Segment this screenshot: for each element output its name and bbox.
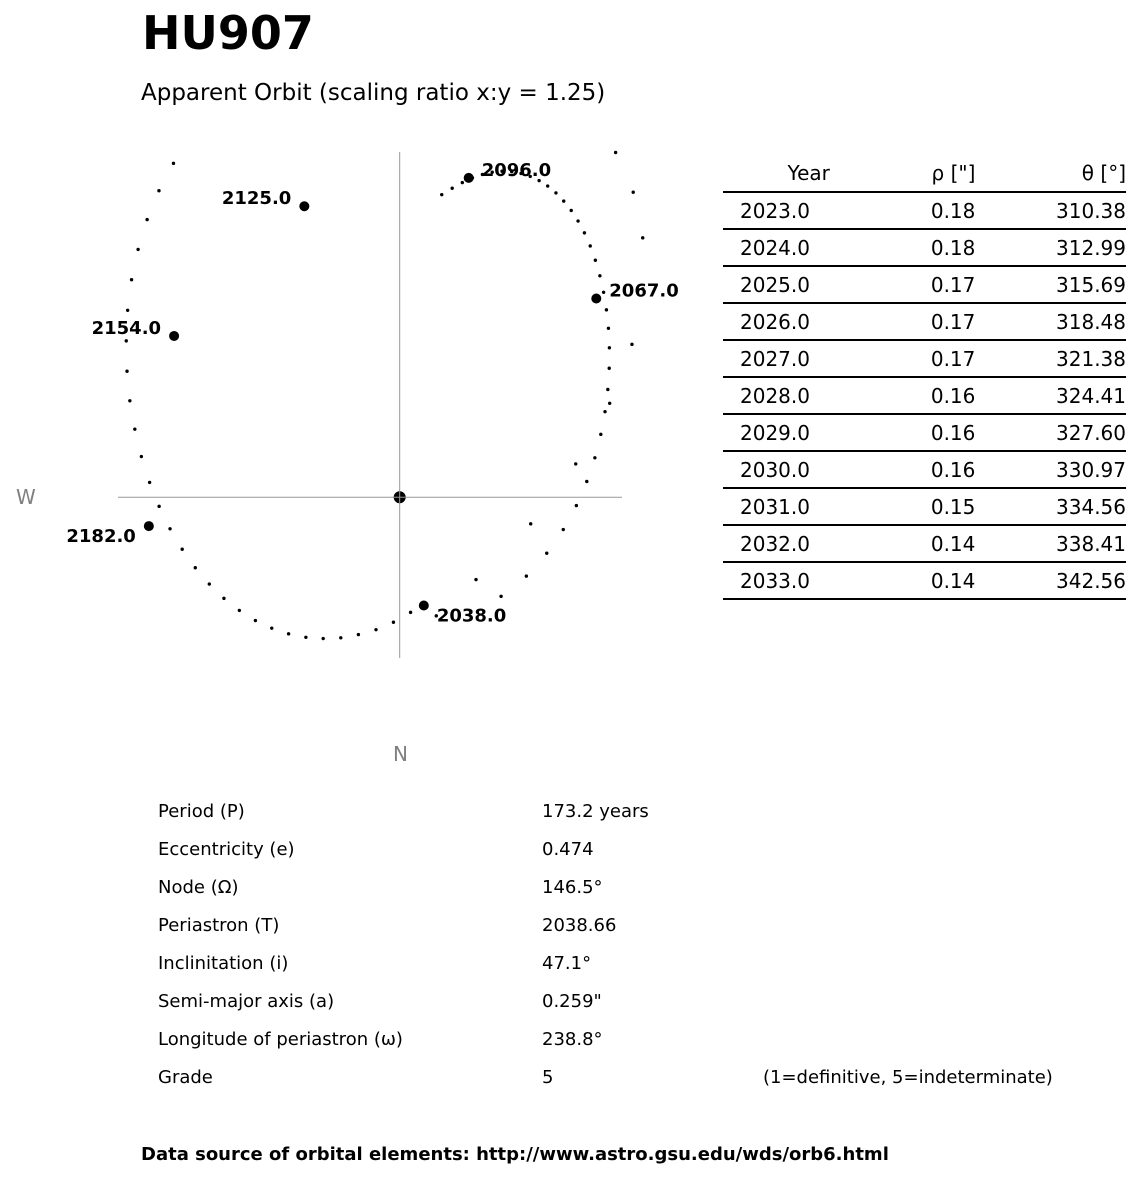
col-header-year: Year — [723, 155, 830, 192]
orbit-point — [562, 199, 565, 202]
orbit-point — [607, 327, 610, 330]
orbit-point — [140, 455, 143, 458]
orbit-point — [614, 151, 617, 154]
orbit-point — [157, 189, 160, 192]
orbit-point — [254, 619, 257, 622]
orbit-point — [392, 621, 395, 624]
element-value: 173.2 years — [542, 801, 649, 822]
element-label: Longitude of periastron (ω) — [158, 1029, 403, 1050]
orbit-point — [208, 582, 211, 585]
table-row — [723, 192, 1126, 229]
table-row — [723, 377, 1126, 414]
orbit-point — [599, 433, 602, 436]
epoch-label: 2067.0 — [609, 280, 679, 302]
element-value: 146.5° — [542, 877, 603, 898]
orbit-point — [641, 236, 644, 239]
orbit-point — [602, 291, 605, 294]
element-label: Period (P) — [158, 801, 245, 822]
cell-rho: 0.17 — [830, 340, 975, 377]
orbit-point — [525, 574, 528, 577]
element-label: Grade — [158, 1067, 213, 1088]
orbit-point — [461, 181, 464, 184]
epoch-label: 2154.0 — [91, 317, 162, 339]
orbit-point — [125, 339, 128, 342]
cell-year: 2028.0 — [723, 377, 830, 414]
chart-title: HU907 — [142, 6, 314, 60]
orbit-point — [606, 388, 609, 391]
col-header-theta: θ [°] — [975, 155, 1126, 192]
orbit-point — [125, 370, 128, 373]
cell-rho: 0.16 — [830, 414, 975, 451]
cell-year: 2029.0 — [723, 414, 830, 451]
element-value: 0.259" — [542, 991, 602, 1012]
table-row — [723, 562, 1126, 599]
orbit-point — [594, 259, 597, 262]
orbit-point — [605, 308, 608, 311]
table-row — [723, 229, 1126, 266]
compass-west-label: W — [16, 485, 36, 509]
cell-theta: 342.56 — [975, 562, 1126, 599]
orbit-point — [608, 402, 611, 405]
table-row — [723, 451, 1126, 488]
orbit-point — [157, 505, 160, 508]
cell-year: 2024.0 — [723, 229, 830, 266]
orbit-point — [374, 628, 377, 631]
element-value: 2038.66 — [542, 915, 617, 936]
orbit-point — [576, 219, 579, 222]
cell-rho: 0.14 — [830, 525, 975, 562]
cell-rho: 0.17 — [830, 303, 975, 340]
epoch-marker — [419, 600, 429, 610]
orbit-point — [440, 193, 443, 196]
ephemeris-table — [723, 155, 1126, 600]
orbit-point — [130, 278, 133, 281]
orbit-point — [554, 191, 557, 194]
element-label: Periastron (T) — [158, 915, 280, 936]
element-value: 47.1° — [542, 953, 592, 974]
cell-rho: 0.15 — [830, 488, 975, 525]
cell-year: 2030.0 — [723, 451, 830, 488]
orbit-point — [608, 346, 611, 349]
cell-theta: 318.48 — [975, 303, 1126, 340]
cell-theta: 338.41 — [975, 525, 1126, 562]
cell-rho: 0.16 — [830, 377, 975, 414]
orbit-point — [583, 231, 586, 234]
element-value: 238.8° — [542, 1029, 603, 1050]
orbit-point — [168, 527, 171, 530]
element-label: Inclinitation (i) — [158, 953, 289, 974]
orbit-point — [172, 162, 175, 165]
element-value: 0.474 — [542, 839, 594, 860]
orbit-point — [632, 190, 635, 193]
orbit-point — [133, 427, 136, 430]
table-row — [723, 488, 1126, 525]
cell-year: 2027.0 — [723, 340, 830, 377]
table-row — [723, 525, 1126, 562]
cell-year: 2031.0 — [723, 488, 830, 525]
epoch-marker — [464, 173, 474, 183]
orbit-dots — [125, 140, 645, 640]
cell-theta: 321.38 — [975, 340, 1126, 377]
orbit-point — [339, 636, 342, 639]
orbit-point — [357, 633, 360, 636]
orbit-point — [194, 566, 197, 569]
orbit-point — [145, 218, 148, 221]
epoch-marker — [169, 331, 179, 341]
cell-theta: 315.69 — [975, 266, 1126, 303]
orbit-point — [126, 309, 129, 312]
epoch-marker — [299, 201, 309, 211]
epoch-label: 2182.0 — [66, 526, 136, 548]
element-note: (1=definitive, 5=indeterminate) — [763, 1067, 1053, 1088]
orbit-point — [409, 611, 412, 614]
cell-year: 2033.0 — [723, 562, 830, 599]
table-row — [723, 340, 1126, 377]
orbit-point — [608, 367, 611, 370]
orbit-point — [136, 248, 139, 251]
orbit-point — [148, 481, 151, 484]
cell-year: 2032.0 — [723, 525, 830, 562]
orbit-point — [222, 597, 225, 600]
epoch-label: 2125.0 — [221, 188, 292, 210]
cell-theta: 330.97 — [975, 451, 1126, 488]
element-label: Semi-major axis (a) — [158, 991, 335, 1012]
orbit-point — [474, 578, 477, 581]
compass-north-label: N — [393, 742, 408, 766]
orbit-point — [270, 626, 273, 629]
orbit-point — [574, 462, 577, 465]
orbit-point — [128, 399, 131, 402]
cell-theta: 312.99 — [975, 229, 1126, 266]
orbit-plot — [0, 140, 720, 680]
cell-theta: 334.56 — [975, 488, 1126, 525]
orbit-point — [598, 274, 601, 277]
orbit-point — [630, 343, 633, 346]
orbit-point — [593, 456, 596, 459]
orbit-point — [304, 636, 307, 639]
orbit-point — [238, 609, 241, 612]
table-header-row — [723, 155, 1126, 192]
cell-theta: 327.60 — [975, 414, 1126, 451]
orbit-point — [575, 504, 578, 507]
cell-rho: 0.14 — [830, 562, 975, 599]
orbit-point — [529, 522, 532, 525]
cell-theta: 310.38 — [975, 192, 1126, 229]
orbit-point — [499, 595, 502, 598]
orbit-point — [562, 528, 565, 531]
table-row — [723, 266, 1126, 303]
col-header-rho: ρ ["] — [830, 155, 975, 192]
epoch-label: 2038.0 — [436, 605, 507, 627]
orbit-point — [603, 410, 606, 413]
orbit-point — [321, 637, 324, 640]
orbit-point — [450, 187, 453, 190]
cell-rho: 0.17 — [830, 266, 975, 303]
orbit-point — [570, 209, 573, 212]
orbit-point — [180, 548, 183, 551]
element-label: Node (Ω) — [158, 877, 239, 898]
element-label: Eccentricity (e) — [158, 839, 295, 860]
cell-year: 2026.0 — [723, 303, 830, 340]
orbit-point — [546, 184, 549, 187]
epoch-marker — [144, 521, 154, 531]
table-row — [723, 414, 1126, 451]
epoch-label: 2096.0 — [481, 159, 552, 181]
primary-star-marker — [394, 491, 406, 503]
cell-rho: 0.18 — [830, 192, 975, 229]
data-source-note: Data source of orbital elements: http://www.astro.gsu.edu/wds/orb6.html — [141, 1144, 889, 1165]
orbit-point — [585, 480, 588, 483]
epoch-labels — [66, 160, 678, 627]
chart-subtitle: Apparent Orbit (scaling ratio x:y = 1.25) — [141, 80, 606, 106]
element-value: 5 — [542, 1067, 554, 1088]
axes-crosshair — [118, 152, 622, 658]
cell-theta: 324.41 — [975, 377, 1126, 414]
orbit-point — [545, 551, 548, 554]
cell-year: 2025.0 — [723, 266, 830, 303]
orbit-point — [287, 632, 290, 635]
orbit-point — [589, 244, 592, 247]
table-row — [723, 303, 1126, 340]
epoch-marker — [591, 293, 601, 303]
cell-rho: 0.16 — [830, 451, 975, 488]
cell-year: 2023.0 — [723, 192, 830, 229]
cell-rho: 0.18 — [830, 229, 975, 266]
